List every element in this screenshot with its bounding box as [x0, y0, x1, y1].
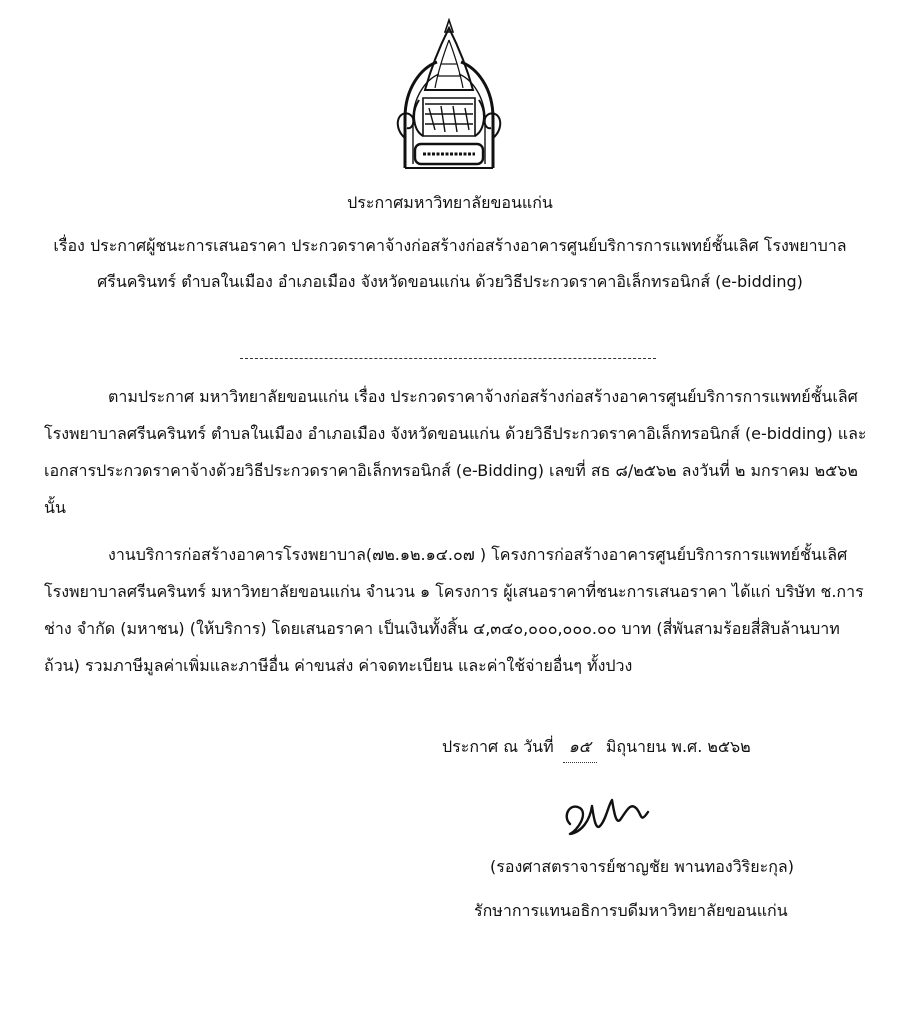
dashed-divider — [240, 358, 656, 359]
date-day: ๑๕ — [563, 732, 597, 763]
university-emblem-icon — [395, 18, 503, 178]
body-paragraph-2 — [44, 536, 870, 684]
signer-position: รักษาการแทนอธิการบดีมหาวิทยาลัยขอนแก่น — [474, 901, 788, 920]
handwritten-signature-icon — [556, 786, 656, 842]
announcement-subject: เรื่อง ประกาศผู้ชนะการเสนอราคา ประกวดราคาจ้างก่อสร้างก่อสร้างอาคารศูนย์บริการการแพทย์ชั้นเลิศ โรงพยาบาลศรีนครินทร์ ตำบลในเมือง อำเภอเมือง จังหวัดขอนแก่น ด้วยวิธีประกวดราคาอิเล็กทรอนิกส์ (e-bidding) — [53, 236, 847, 291]
paragraph-2-text: งานบริการก่อสร้างอาคารโรงพยาบาล(๗๒.๑๒.๑๔.๐๗ ) โครงการก่อสร้างอาคารศูนย์บริการการแพทย์ชั้นเลิศ โรงพยาบาลศรีนครินทร์ มหาวิทยาลัยขอนแก่น จำนวน ๑ โครงการ ผู้เสนอราคาที่ชนะการเสนอราคา ได้แก่ บริษัท ช.การช่าง จำกัด (มหาชน) (ให้บริการ) โดยเสนอราคา เป็นเงินทั้งสิ้น ๔,๓๔๐,๐๐๐,๐๐๐.๐๐ บาท (สี่พันสามร้อยสี่สิบล้านบาทถ้วน) รวมภาษีมูลค่าเพิ่มและภาษีอื่น ค่าขนส่ง ค่าจดทะเบียน และค่าใช้จ่ายอื่นๆ ทั้งปวง — [44, 545, 864, 675]
signer-name: (รองศาสตราจารย์ชาญชัย พานทองวิริยะกุล) — [490, 857, 794, 876]
date-prefix: ประกาศ ณ วันที่ — [442, 737, 554, 756]
date-suffix: มิถุนายน พ.ศ. ๒๕๖๒ — [605, 737, 751, 756]
body-paragraph-1 — [44, 378, 870, 526]
paragraph-1-text: ตามประกาศ มหาวิทยาลัยขอนแก่น เรื่อง ประกวดราคาจ้างก่อสร้างก่อสร้างอาคารศูนย์บริการการแพทย์ชั้นเลิศ โรงพยาบาลศรีนครินทร์ ตำบลในเมือง อำเภอเมือง จังหวัดขอนแก่น ด้วยวิธีประกวดราคาอิเล็กทรอนิกส์ (e-bidding) และเอกสารประกวดราคาจ้างด้วยวิธีประกวดราคาอิเล็กทรอนิกส์ (e-Bidding) เลขที่ สธ ๘/๒๕๖๒ ลงวันที่ ๒ มกราคม ๒๕๖๒ นั้น — [44, 387, 867, 517]
announcement-title: ประกาศมหาวิทยาลัยขอนแก่น — [347, 193, 553, 212]
announcement-date — [442, 732, 751, 763]
